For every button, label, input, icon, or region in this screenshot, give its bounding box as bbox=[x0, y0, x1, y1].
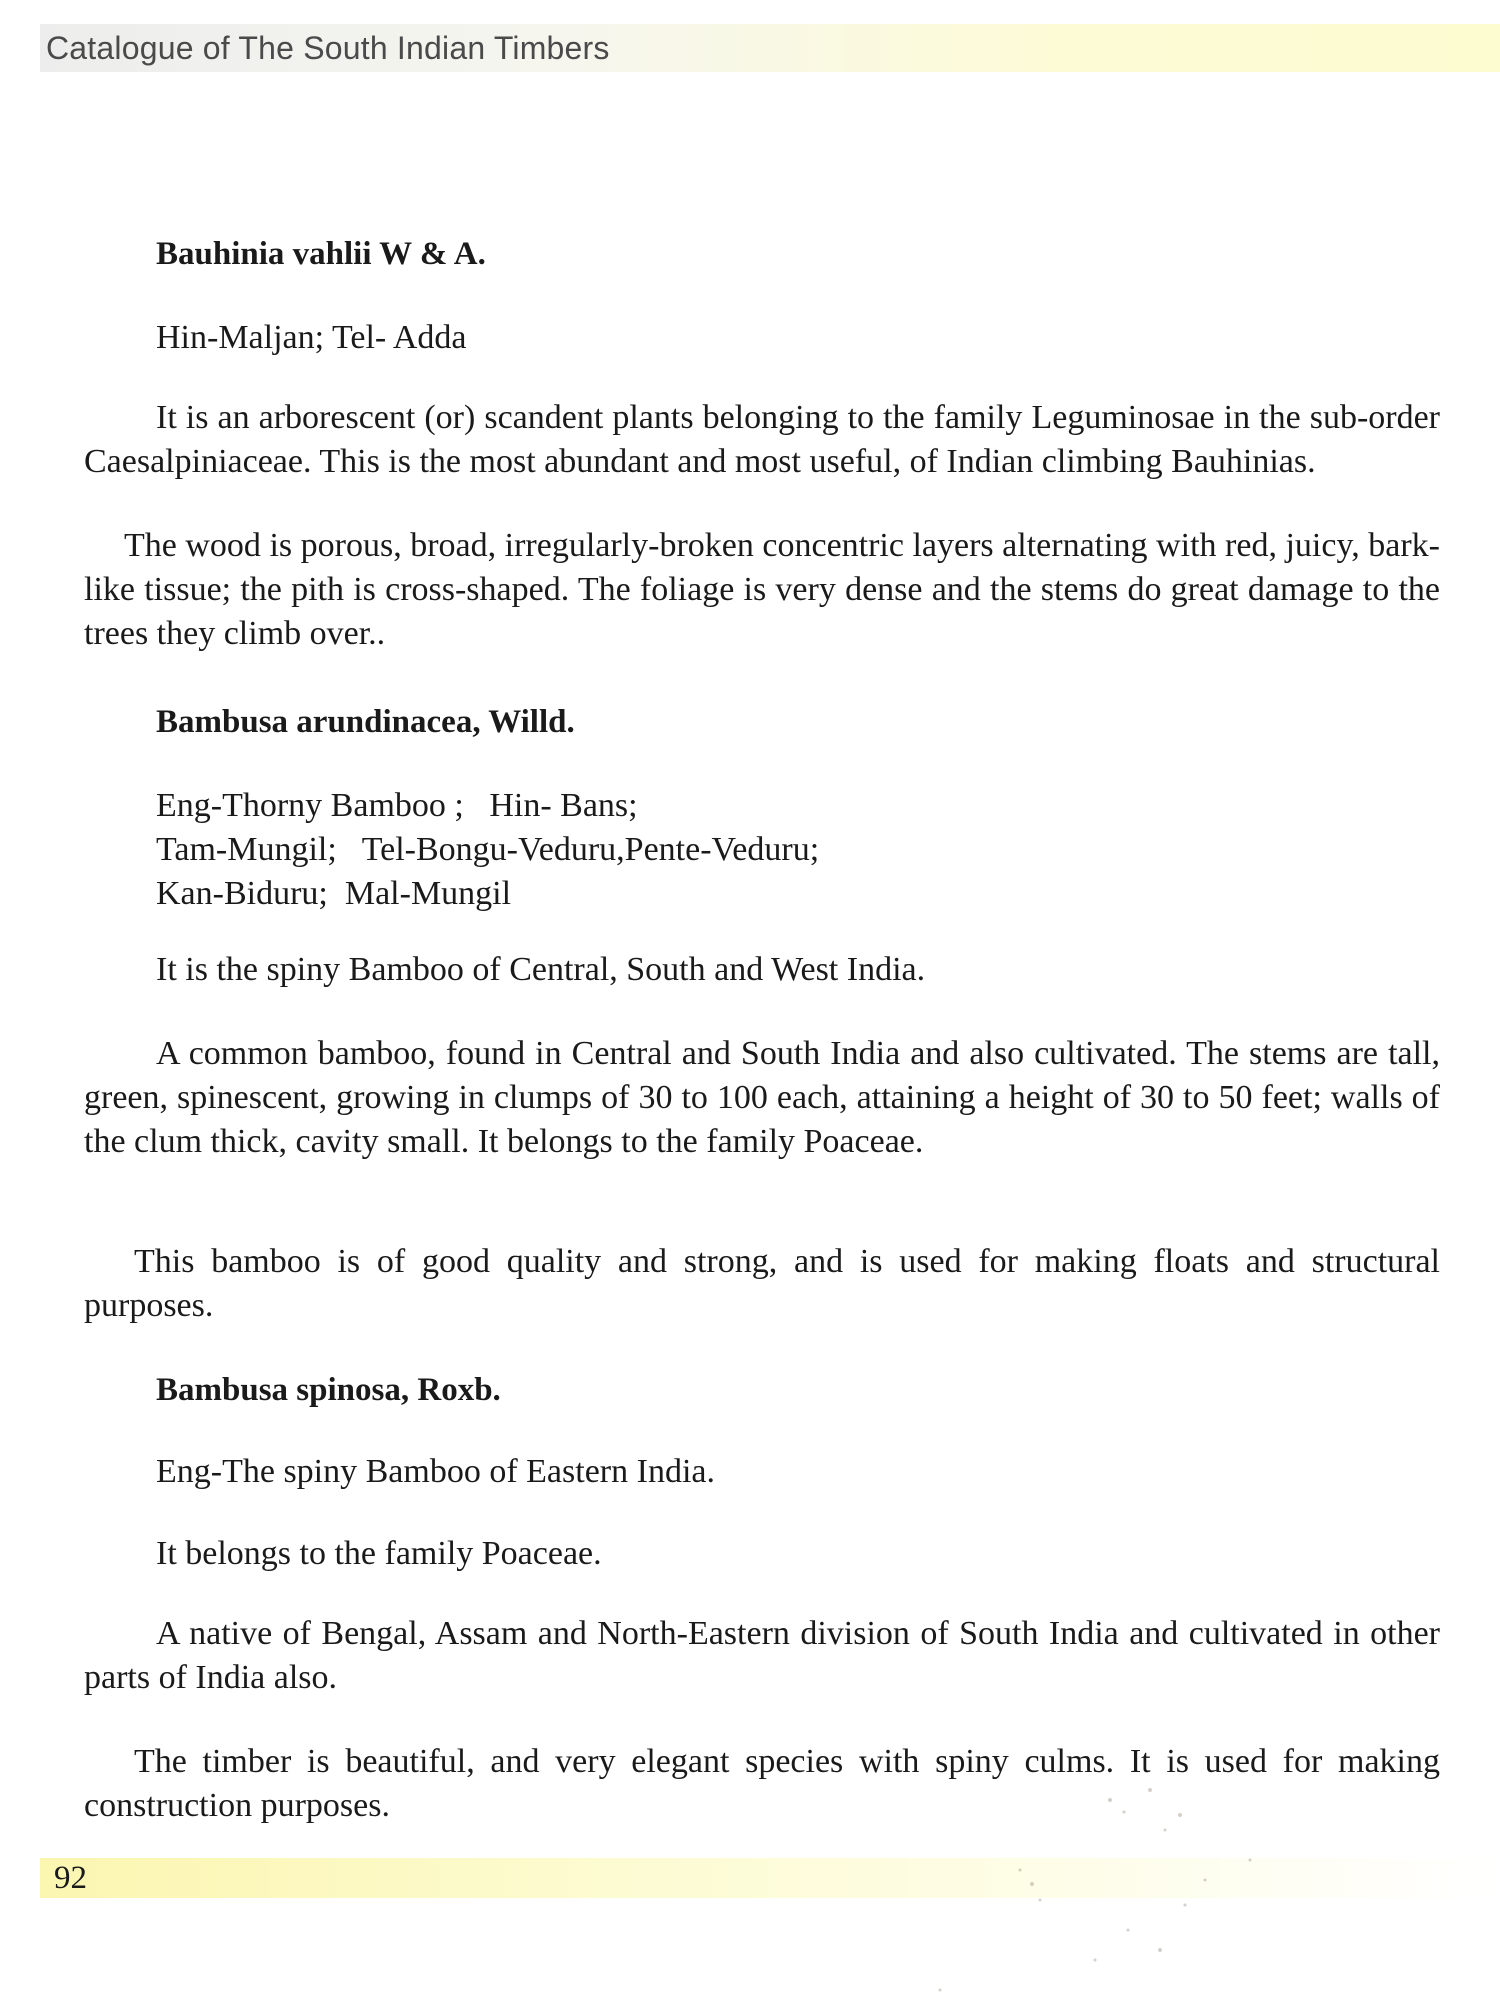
entry-heading: Bauhinia vahlii W & A. bbox=[156, 236, 486, 272]
paragraph: It is an arborescent (or) scandent plants belonging to the family Leguminosae in the sub-order Caesalpiniaceae. This is the most abundant and most useful, of Indian climbing Bauhinias. bbox=[84, 399, 1440, 480]
paragraph: It is the spiny Bamboo of Central, South and West India. bbox=[156, 951, 926, 988]
paragraph: This bamboo is of good quality and strong, and is used for making floats and structural purposes. bbox=[84, 1243, 1440, 1324]
name-line: Eng-Thorny Bamboo ; Hin- Bans; bbox=[156, 787, 638, 824]
name-line: Kan-Biduru; Mal-Mungil bbox=[156, 875, 512, 912]
footer-band bbox=[40, 1858, 1500, 1898]
entry-heading: Bambusa spinosa, Roxb. bbox=[156, 1372, 501, 1408]
paragraph: A common bamboo, found in Central and South India and also cultivated. The stems are tall, green, spinescent, growing in clumps of 30 to 100 each, attaining a height of 30 to 50 feet; walls of the clum thick, cavity small. It belongs to the family Poaceae. bbox=[84, 1035, 1440, 1160]
entry-heading: Bambusa arundinacea, Willd. bbox=[156, 704, 575, 740]
vernacular-names: Eng-The spiny Bamboo of Eastern India. bbox=[156, 1453, 715, 1490]
paragraph: It belongs to the family Poaceae. bbox=[156, 1535, 602, 1572]
running-header: Catalogue of The South Indian Timbers bbox=[46, 30, 610, 66]
vernacular-names bbox=[156, 784, 1500, 916]
vernacular-names: Hin-Maljan; Tel- Adda bbox=[156, 319, 467, 356]
paragraph: A native of Bengal, Assam and North-Eastern division of South India and cultivated in other parts of India also. bbox=[84, 1615, 1440, 1696]
page-number: 92 bbox=[54, 1860, 87, 1896]
name-line: Tam-Mungil; Tel-Bongu-Veduru,Pente-Veduru; bbox=[156, 831, 820, 868]
paragraph: The timber is beautiful, and very elegant species with spiny culms. It is used for making construction purposes. bbox=[84, 1743, 1440, 1824]
paragraph: The wood is porous, broad, irregularly-broken concentric layers alternating with red, juicy, bark-like tissue; the pith is cross-shaped. The foliage is very dense and the stems do great damage to the trees they climb over.. bbox=[84, 527, 1440, 652]
